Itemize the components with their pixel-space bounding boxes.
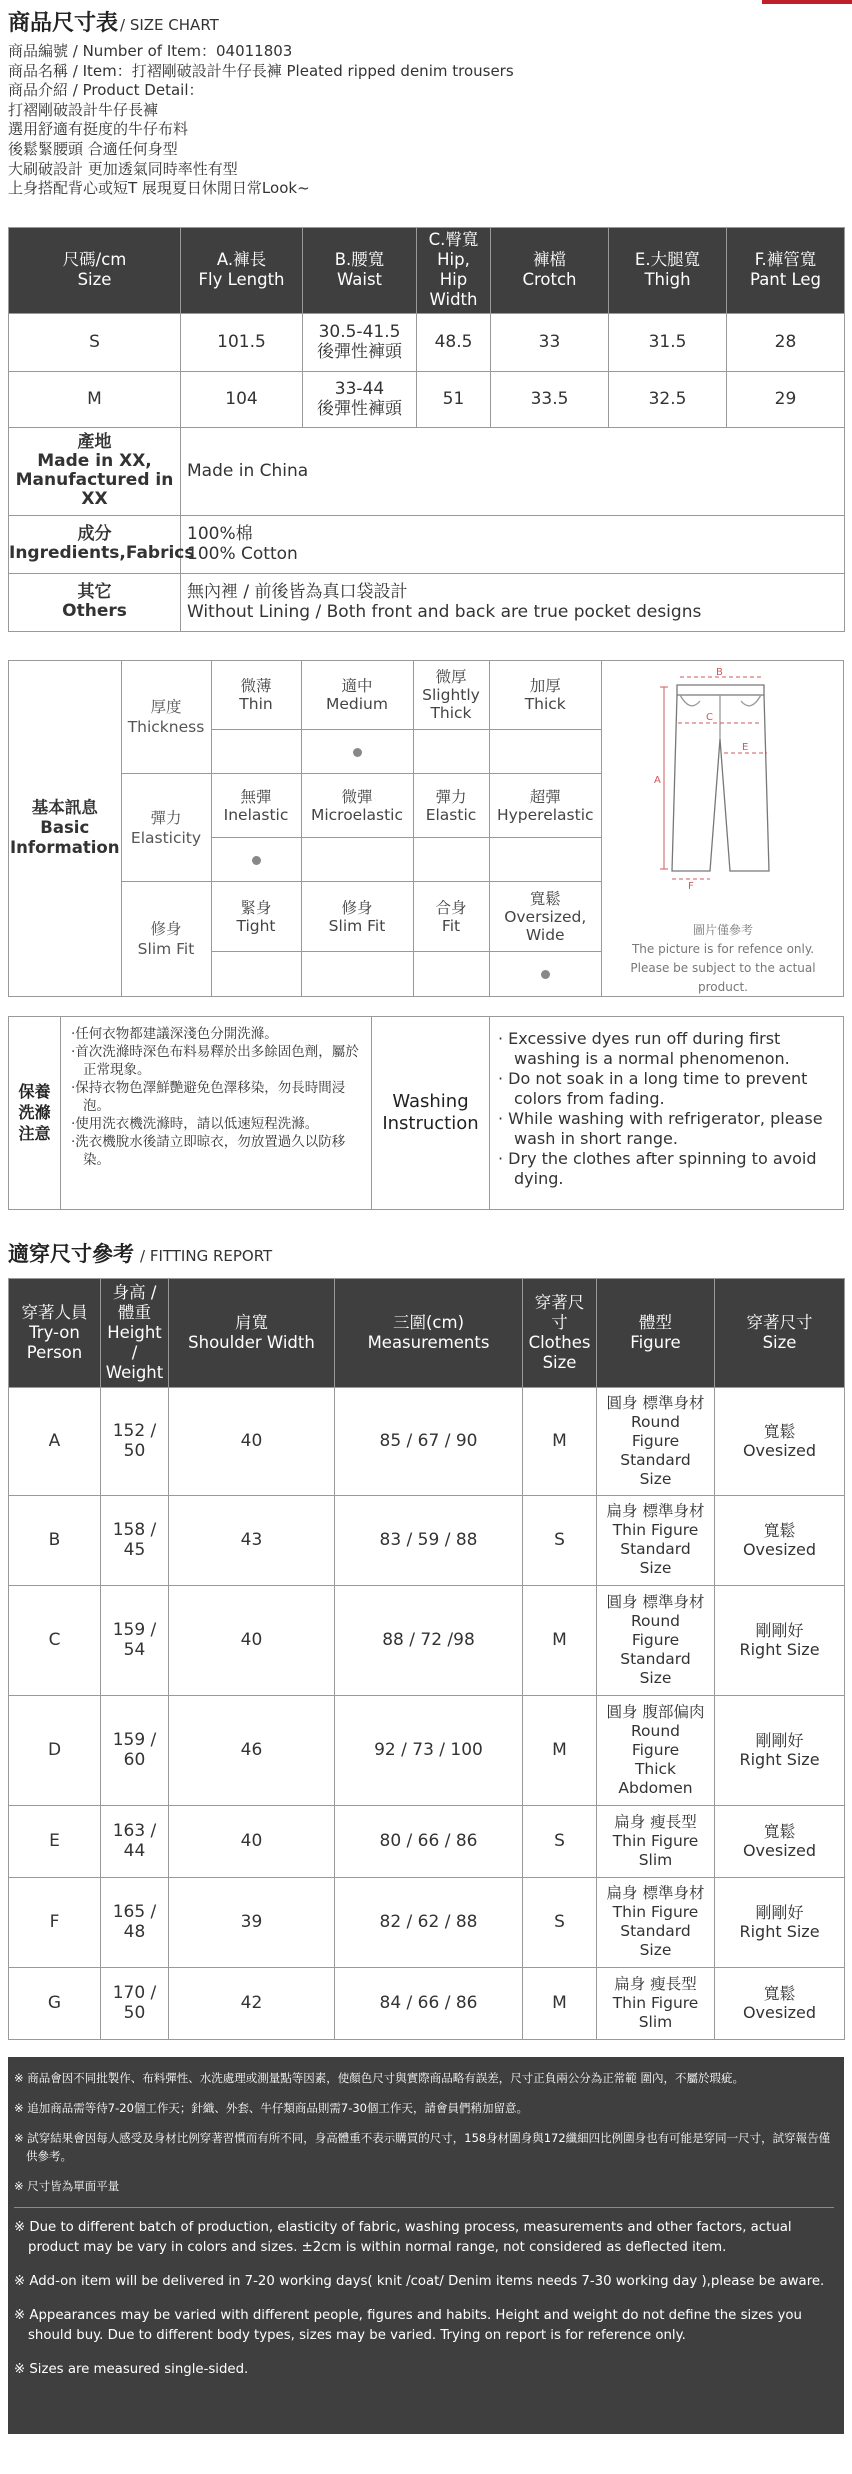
product-detail-line: 上身搭配背心或短T 展現夏日休閒日常Look~ bbox=[8, 179, 310, 198]
diagram-caption-en: product. bbox=[698, 979, 748, 994]
col-length: A.褲長 Fly Length bbox=[181, 227, 303, 313]
col-shoulder: 肩寬 Shoulder Width bbox=[169, 1278, 335, 1387]
size-table bbox=[8, 227, 845, 632]
origin-row bbox=[9, 427, 845, 515]
item-number: 商品編號 / Number of Item：04011803 bbox=[8, 42, 293, 60]
thickness-option: 適中 Medium bbox=[301, 661, 413, 730]
washing-item-zh: ‧洗衣機脫水後請立即晾衣，勿放置過久以防移染。 bbox=[71, 1133, 346, 1168]
diagram-label-f: F bbox=[688, 880, 694, 891]
fitting-row: C 159 / 54 40 88 / 72 /98 M 圓身 標準身材 Round Figure Standard Size 剛剛好 Right Size bbox=[9, 1585, 845, 1695]
elasticity-option: 無彈 Inelastic bbox=[211, 774, 301, 838]
pant-leg-cell: 28 bbox=[727, 313, 845, 371]
col-thigh: E.大腿寬 Thigh bbox=[609, 227, 727, 313]
note-en: ※ Appearances may be varied with different people, figures and habits. Height and weight do not define the sizes you should buy. Due to different body types, sizes may be varied. Trying on report is for reference only. bbox=[14, 2307, 802, 2343]
fit-option: 合身 Fit bbox=[413, 882, 489, 952]
origin-label: 產地 Made in XX, Manufactured in XX bbox=[9, 427, 181, 515]
washing-instructions-en bbox=[490, 1017, 843, 1209]
col-waist: B.腰寬 Waist bbox=[303, 227, 417, 313]
fitting-table bbox=[8, 1278, 845, 2040]
fitting-report-title: 適穿尺寸參考 bbox=[8, 1241, 134, 1266]
waist-cell: 30.5-41.5 後彈性褲頭 bbox=[303, 313, 417, 371]
size-row-s bbox=[9, 313, 845, 371]
washing-item-zh: ‧保持衣物色澤鮮艷避免色澤移染，勿長時間浸泡。 bbox=[71, 1079, 346, 1114]
ingredients-label: 成分 Ingredients,Fabrics bbox=[9, 515, 181, 573]
col-hip: C.臀寬 Hip, Hip Width bbox=[417, 227, 491, 313]
item-name: 商品名稱 / Item：打褶剛破設計牛仔長褲 Pleated ripped denim trousers bbox=[8, 61, 514, 80]
col-clothes-size: 穿著尺 寸 Clothes Size bbox=[523, 1278, 597, 1387]
thickness-option: 加厚 Thick bbox=[489, 661, 601, 730]
col-pant-leg: F.褲管寬 Pant Leg bbox=[727, 227, 845, 313]
thigh-cell: 32.5 bbox=[609, 371, 727, 427]
fit-option: 緊身 Tight bbox=[211, 882, 301, 952]
col-height-weight: 身高 / 體重 Height / Weight bbox=[101, 1278, 169, 1387]
thickness-label: 厚度 Thickness bbox=[121, 661, 211, 774]
fit-label: 修身 Slim Fit bbox=[121, 882, 211, 996]
fitting-report-heading bbox=[8, 1230, 844, 1266]
size-cell: M bbox=[9, 371, 181, 427]
size-chart-heading bbox=[8, 6, 844, 42]
fitting-row: G 170 / 50 42 84 / 66 / 86 M 扁身 瘦長型 Thin Figure Slim 寬鬆 Ovesized bbox=[9, 1967, 845, 2039]
origin-value: Made in China bbox=[181, 427, 845, 515]
thickness-option: 微薄 Thin bbox=[211, 661, 301, 730]
ingredients-row bbox=[9, 515, 845, 573]
elasticity-option: 超彈 Hyperelastic bbox=[489, 774, 601, 838]
diagram-label-b: B bbox=[716, 666, 723, 678]
hip-cell: 51 bbox=[417, 371, 491, 427]
fit-option: 修身 Slim Fit bbox=[301, 882, 413, 952]
thickness-option: 微厚 Slightly Thick bbox=[413, 661, 489, 730]
washing-item-zh: ‧使用洗衣機洗滌時，請以低速短程洗滌。 bbox=[71, 1115, 319, 1132]
fit-selected-dot bbox=[541, 970, 550, 979]
others-value: 無內裡 / 前後皆為真口袋設計 Without Lining / Both front and back are true pocket designs bbox=[181, 573, 845, 631]
diagram-label-c: C bbox=[706, 711, 713, 723]
diagram-label-a: A bbox=[654, 774, 661, 786]
elasticity-selected-dot bbox=[252, 856, 261, 865]
note-en: ※ Due to different batch of production, elasticity of fabric, washing process, measurements and other factors, actual product may be vary in colors and sizes. ±2cm is within normal range, not considered as deflected item. bbox=[14, 2219, 792, 2255]
notes-divider bbox=[14, 2207, 834, 2208]
pant-leg-cell: 29 bbox=[727, 371, 845, 427]
washing-section bbox=[8, 1016, 844, 1210]
pants-diagram-illustration bbox=[602, 661, 844, 891]
col-measurements: 三圍(cm) Measurements bbox=[335, 1278, 523, 1387]
diagram-caption-en: The picture is for refence only. bbox=[631, 941, 815, 956]
pants-diagram bbox=[601, 661, 843, 996]
washing-item-zh: ‧首次洗滌時深色布料易釋於出多餘固色劑，屬於正常現象。 bbox=[71, 1043, 359, 1078]
note-zh: ※ 尺寸皆為單面平量 bbox=[14, 2178, 120, 2193]
fitting-row: B 158 / 45 43 83 / 59 / 88 S 扁身 標準身材 Thin Figure Standard Size 寬鬆 Ovesized bbox=[9, 1495, 845, 1585]
note-zh: ※ 追加商品需等待7-20個工作天；針織、外套、牛仔類商品則需7-30個工作天，請會員們稍加留意。 bbox=[14, 2100, 528, 2115]
washing-item-en: · Do not soak in a long time to prevent colors from fading. bbox=[498, 1068, 808, 1108]
diagram-label-e: E bbox=[742, 741, 749, 753]
elasticity-label: 彈力 Elasticity bbox=[121, 774, 211, 882]
col-size: 尺碼/cm Size bbox=[9, 227, 181, 313]
product-detail-line: 大刷破設計 更加透氣同時率性有型 bbox=[8, 159, 238, 178]
size-chart-title: 商品尺寸表 bbox=[8, 11, 119, 36]
col-crotch: 褲檔 Crotch bbox=[491, 227, 609, 313]
crotch-cell: 33.5 bbox=[491, 371, 609, 427]
washing-title-en: Washing Instruction bbox=[372, 1017, 490, 1209]
note-zh: ※ 試穿結果會因每人感受及身材比例穿著習慣而有所不同，身高體重不表示購買的尺寸，158身材圍身與172纖細四比例圍身也有可能是穿同一尺寸，試穿報告僅供參考。 bbox=[14, 2130, 831, 2163]
fit-option: 寬鬆 Oversized, Wide bbox=[489, 882, 601, 952]
basic-info-section bbox=[8, 660, 844, 997]
length-cell: 104 bbox=[181, 371, 303, 427]
ingredients-value: 100%棉 100% Cotton bbox=[181, 515, 845, 573]
elasticity-option: 微彈 Microelastic bbox=[301, 774, 413, 838]
size-row-m bbox=[9, 371, 845, 427]
basic-info-table bbox=[9, 661, 601, 996]
product-detail-line: 後鬆緊腰頭 合適任何身型 bbox=[8, 139, 178, 158]
washing-item-zh: ‧任何衣物都建議深淺色分開洗滌。 bbox=[71, 1025, 278, 1042]
product-intro bbox=[8, 0, 844, 199]
fitting-row: A 152 / 50 40 85 / 67 / 90 M 圓身 標準身材 Round Figure Standard Size 寬鬆 Ovesized bbox=[9, 1387, 845, 1495]
size-table-header bbox=[9, 227, 845, 313]
washing-item-en: · While washing with refrigerator, please wash in short range. bbox=[498, 1108, 823, 1148]
diagram-caption-en: Please be subject to the actual bbox=[630, 960, 816, 975]
diagram-caption-zh: 圖片僅參考 bbox=[692, 922, 753, 937]
fitting-row: F 165 / 48 39 82 / 62 / 88 S 扁身 標準身材 Thin Figure Standard Size 剛剛好 Right Size bbox=[9, 1877, 845, 1967]
note-en: ※ Sizes are measured single-sided. bbox=[14, 2361, 249, 2377]
col-fit-size: 穿著尺寸 Size bbox=[715, 1278, 845, 1387]
note-en: ※ Add-on item will be delivered in 7-20 working days( knit /coat/ Denim items needs 7-30 working day ),please be aware. bbox=[14, 2273, 825, 2289]
hip-cell: 48.5 bbox=[417, 313, 491, 371]
thickness-selected-dot bbox=[353, 748, 362, 757]
others-label: 其它 Others bbox=[9, 573, 181, 631]
thigh-cell: 31.5 bbox=[609, 313, 727, 371]
washing-item-en: · Dry the clothes after spinning to avoid dying. bbox=[498, 1148, 817, 1188]
length-cell: 101.5 bbox=[181, 313, 303, 371]
crotch-cell: 33 bbox=[491, 313, 609, 371]
basic-info-heading: 基本訊息 Basic Information bbox=[9, 661, 121, 996]
size-cell: S bbox=[9, 313, 181, 371]
col-person: 穿著人員 Try-on Person bbox=[9, 1278, 101, 1387]
fitting-report-subtitle: / FITTING REPORT bbox=[140, 1246, 273, 1265]
fitting-row: D 159 / 60 46 92 / 73 / 100 M 圓身 腹部偏肉 Round Figure Thick Abdomen 剛剛好 Right Size bbox=[9, 1695, 845, 1805]
size-chart-page bbox=[8, 0, 844, 2434]
washing-item-en: · Excessive dyes run off during first washing is a normal phenomenon. bbox=[498, 1028, 790, 1068]
product-detail-line: 打褶剛破設計牛仔長褲 bbox=[8, 100, 159, 119]
others-row bbox=[9, 573, 845, 631]
diagram-labels bbox=[654, 667, 748, 891]
waist-cell: 33-44 後彈性褲頭 bbox=[303, 371, 417, 427]
col-figure: 體型 Figure bbox=[597, 1278, 715, 1387]
notes-panel bbox=[8, 2057, 844, 2434]
fitting-row: E 163 / 44 40 80 / 66 / 86 S 扁身 瘦長型 Thin Figure Slim 寬鬆 Ovesized bbox=[9, 1805, 845, 1877]
size-chart-subtitle: / SIZE CHART bbox=[120, 16, 219, 34]
note-zh: ※ 商品會因不同批製作、布料彈性、水洗處理或測量點等因素，使顏色尺寸與實際商品略有誤差，尺寸正負兩公分為正常範 圍內，不屬於瑕疵。 bbox=[14, 2070, 744, 2085]
fitting-table-header bbox=[9, 1278, 845, 1387]
washing-instructions-zh bbox=[61, 1017, 372, 1209]
product-detail-line: 選用舒適有挺度的牛仔布料 bbox=[8, 120, 189, 139]
washing-label-zh: 保養 洗滌 注意 bbox=[9, 1017, 61, 1209]
product-detail-label: 商品介紹 / Product Detail： bbox=[8, 81, 204, 100]
elasticity-option: 彈力 Elastic bbox=[413, 774, 489, 838]
